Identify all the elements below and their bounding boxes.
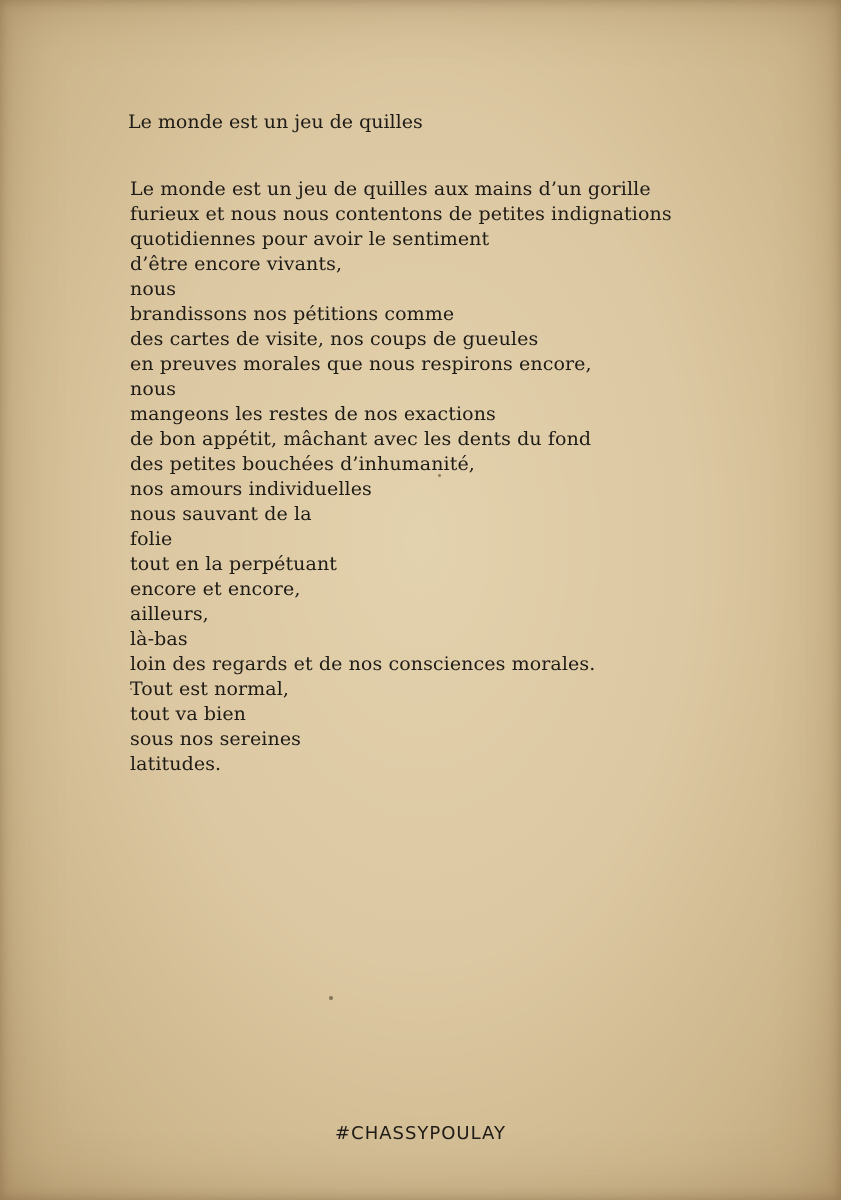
poem-line: mangeons les restes de nos exactions xyxy=(130,403,496,425)
poem-line: sous nos sereines xyxy=(130,728,302,750)
poem-line: d’être encore vivants, xyxy=(130,253,343,275)
ink-speck xyxy=(329,996,333,1000)
poem-line: des petites bouchées d’inhumanité, xyxy=(130,453,475,475)
poem-line: nous sauvant de la xyxy=(130,503,312,525)
poem-line: tout en la perpétuant xyxy=(130,553,338,575)
poem-title: Le monde est un jeu de quilles xyxy=(128,111,423,133)
poem-line: Le monde est un jeu de quilles aux mains d’un gorille xyxy=(130,178,651,200)
poem-line: furieux et nous nous contentons de petites indignations xyxy=(130,203,672,225)
poem-line: folie xyxy=(130,528,173,550)
poem-line: ailleurs, xyxy=(130,603,209,625)
poem-line: des cartes de visite, nos coups de gueules xyxy=(130,328,539,350)
poem-line: de bon appétit, mâchant avec les dents du fond xyxy=(130,428,592,450)
poem-line: encore et encore, xyxy=(130,578,301,600)
poem-body xyxy=(130,177,672,777)
author-hashtag: #CHASSYPOULAY xyxy=(335,1123,506,1144)
poem-line: Tout est normal, xyxy=(130,678,290,700)
poem-line: là-bas xyxy=(130,628,188,650)
poem-line: nous xyxy=(130,278,177,300)
poem-line: en preuves morales que nous respirons encore, xyxy=(130,353,592,375)
poem-line: quotidiennes pour avoir le sentiment xyxy=(130,228,490,250)
poem-line: nous xyxy=(130,378,177,400)
poem-line: brandissons nos pétitions comme xyxy=(130,303,455,325)
poem-line: latitudes. xyxy=(130,753,222,775)
poem-line: nos amours individuelles xyxy=(130,478,372,500)
poem-line: tout va bien xyxy=(130,703,247,725)
poem-line: loin des regards et de nos consciences morales. xyxy=(130,653,596,675)
